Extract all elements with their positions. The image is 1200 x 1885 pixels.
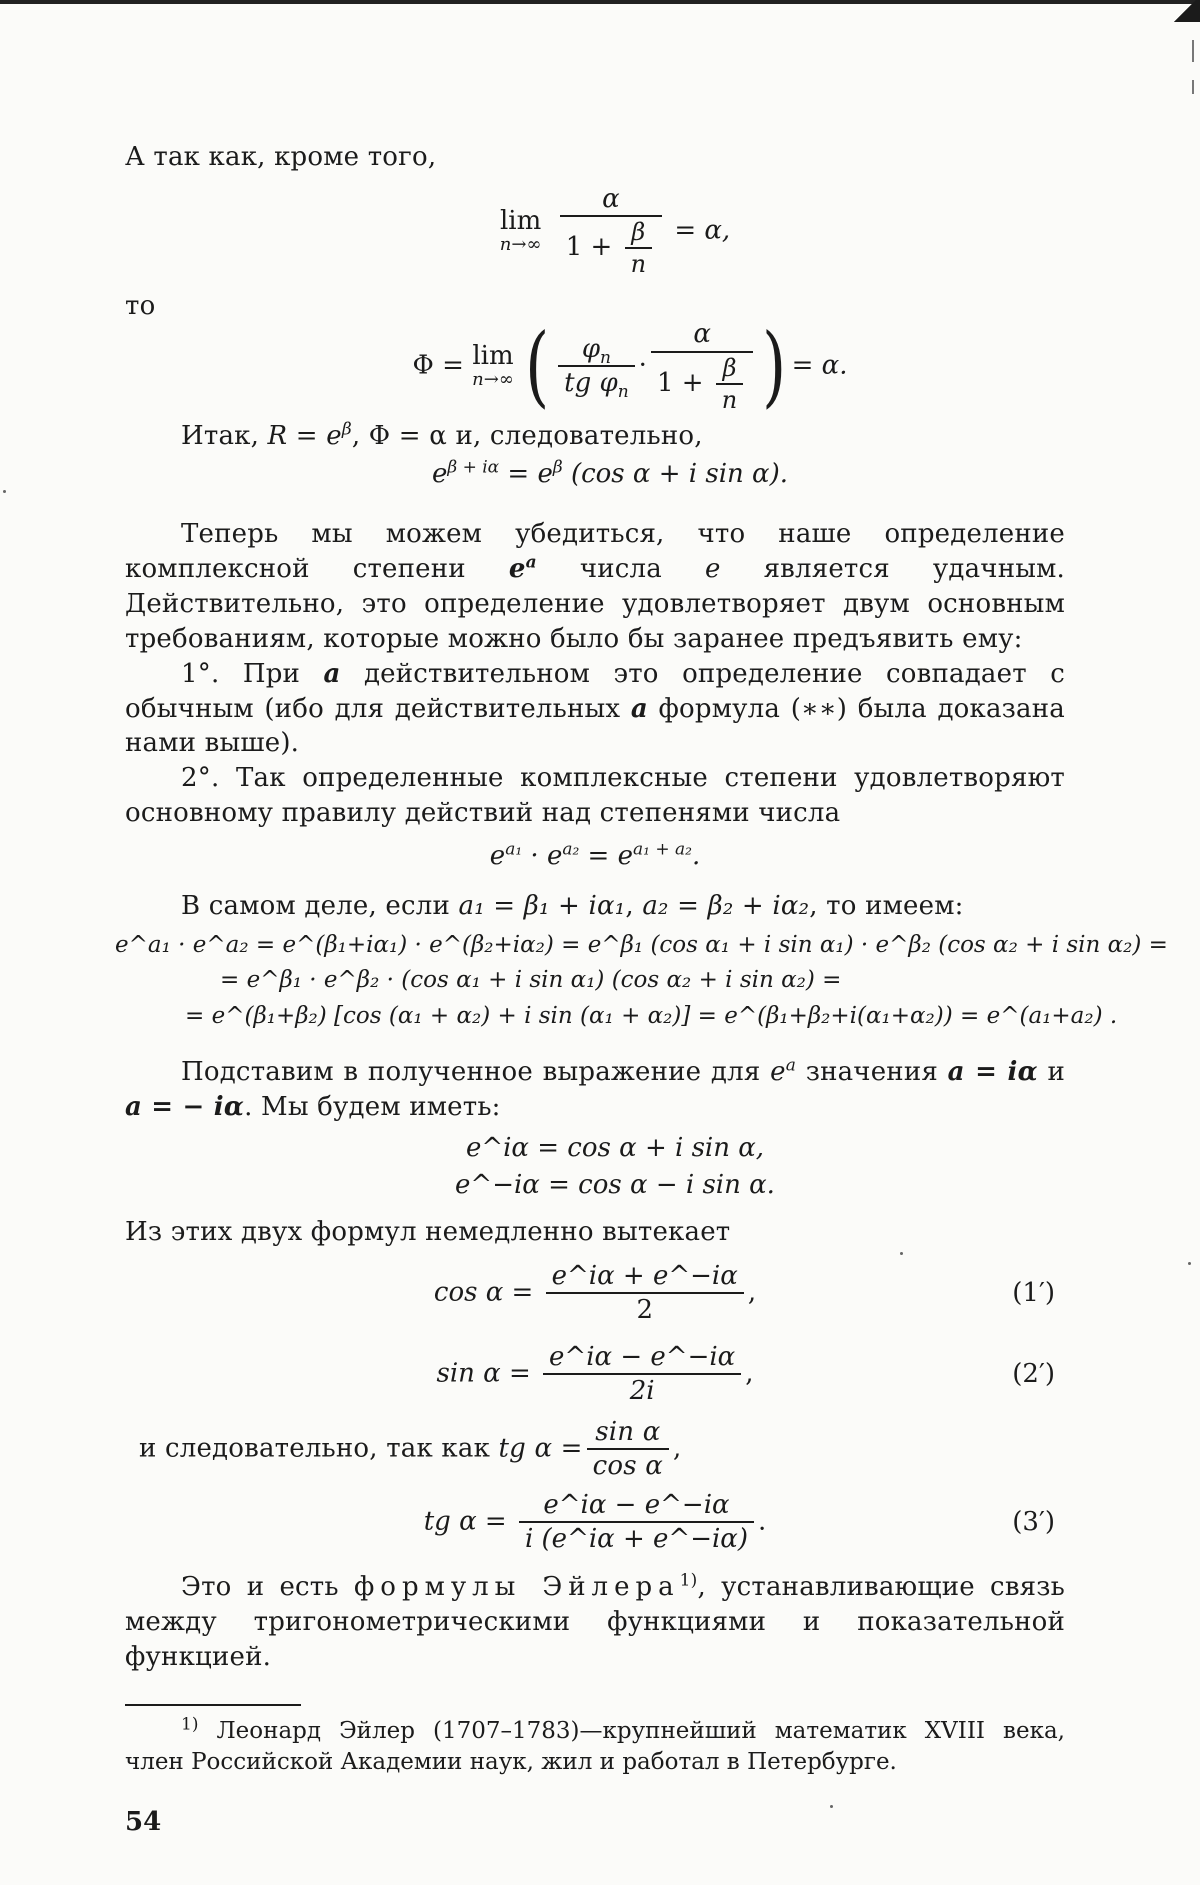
- limit-operator: lim n→∞: [499, 205, 542, 255]
- exp-minus-line: e^−iα = cos α − i sin α.: [455, 1169, 775, 1200]
- exp-plus-line: e^iα = cos α + i sin α,: [465, 1133, 765, 1164]
- footnote-rule: [125, 1704, 301, 1706]
- proof-line-3: = e^(β₁+β₂) [cos (α₁ + α₂) + i sin (α₁ + α₂)] = e^(β₁+β₂+i(α₁+α₂)) = e^(a₁+a₂) .: [185, 1003, 1118, 1030]
- itak-line: Итак, $R = e^\beta$, Φ = α и, следовательно,: [181, 419, 703, 451]
- scan-speck: [1188, 1262, 1191, 1265]
- closing-paragraph: Это и есть формулы Эйлера$^{1)}$, устанавливающие связь между тригонометрическими функциями и показательной функцией.: [125, 1570, 1065, 1672]
- tg-formula: tg α = $\frac{e\^{}i\alpha - e\^{}-i\alpha}{i (e\^{}i\alpha + e\^{}-i\alpha)}$ . (3′): [423, 1489, 1055, 1555]
- page-corner-fold: [1174, 0, 1200, 22]
- requirement-2: 2°. Так определенные комплексные степени удовлетворяют основному правилу действий над степенями числа: [125, 763, 1065, 829]
- definition-paragraph: Теперь мы можем убедиться, что наше определение комплексной степени $e^a$ числа e является удачным. Действительно, это определение удовлетворяет двум основным требованиям, которые можно было бы заранее предъявить ему:: [125, 519, 1066, 654]
- book-page: [115, 140, 1168, 1837]
- requirement-1: 1°. При a действительном это определение совпадает с обычным (ибо для действительных a формула (∗∗) была доказана нами выше).: [125, 658, 1065, 759]
- scan-edge-mark: [1192, 80, 1194, 94]
- scan-speck: [3, 490, 6, 493]
- from-two-formulas: Из этих двух формул немедленно вытекает: [125, 1217, 731, 1248]
- proof-derivation: [115, 928, 1168, 1035]
- and-so-line: и следовательно, так как tg α = $\frac{\text{sin α}}{\text{cos α}}$ ,: [139, 1416, 682, 1482]
- euler-exponential-form: $e^{\beta + i\alpha} = e^\beta$ (cos α + i sin α).: [431, 457, 789, 490]
- top-border: [0, 0, 1200, 4]
- exponential-pair: [165, 1130, 1065, 1203]
- euler-formulas-term: формулы Эйлера: [353, 1571, 680, 1602]
- sin-formula: sin α = $\frac{e\^{}i\alpha - e\^{}-i\alpha}{2i}$ , (2′): [436, 1341, 1055, 1407]
- then-word: то: [125, 291, 156, 322]
- phi-equation: Φ = lim n→∞ ( $\frac{\varphi_n}{tg \varphi_n}$ · α 1 + $\frac{\beta}{n}$ ) = α.: [412, 314, 848, 418]
- cos-formula: cos α = $\frac{e\^{}i\alpha + e\^{}-i\alpha}{2}$ , (1′): [433, 1260, 1055, 1326]
- proof-line-2: = e^β₁ · e^β₂ · (cos α₁ + i sin α₁) (cos α₂ + i sin α₂) =: [220, 967, 842, 994]
- proof-line-1: e^a₁ · e^a₂ = e^(β₁+iα₁) · e^(β₂+iα₂) = e^β₁ (cos α₁ + i sin α₁) · e^β₂ (cos α₂ + i sin α₂) =: [115, 931, 1168, 958]
- power-rule: $e^{a_1} \cdot e^{a_2} = e^{a_1 + a_2}$.: [489, 839, 701, 871]
- substitute-paragraph: Подставим в полученное выражение для $e^a$ значения a = iα и a = − iα. Мы будем иметь:: [125, 1055, 1065, 1122]
- equation-tag: (2′): [1012, 1359, 1055, 1390]
- intro-line: А так как, кроме того,: [125, 142, 437, 172]
- equation-tag: (1′): [1012, 1278, 1055, 1309]
- limit-equation: lim n→∞ α 1 + $\frac{\beta}{n}$ = α,: [499, 183, 731, 279]
- page-number: 54: [125, 1806, 162, 1837]
- scan-edge-mark: [1192, 40, 1194, 62]
- equation-tag: (3′): [1012, 1507, 1055, 1538]
- limit-fraction: α 1 + $\frac{\beta}{n}$: [560, 183, 662, 280]
- proof-intro: В самом деле, если a₁ = β₁ + iα₁, a₂ = β₂ + iα₂, то имеем:: [181, 890, 964, 921]
- footnote: $^{1)}$ Леонард Эйлер (1707–1783)—крупнейший математик XVIII века, член Российской Академии наук, жил и работал в Петербурге.: [125, 1714, 1065, 1776]
